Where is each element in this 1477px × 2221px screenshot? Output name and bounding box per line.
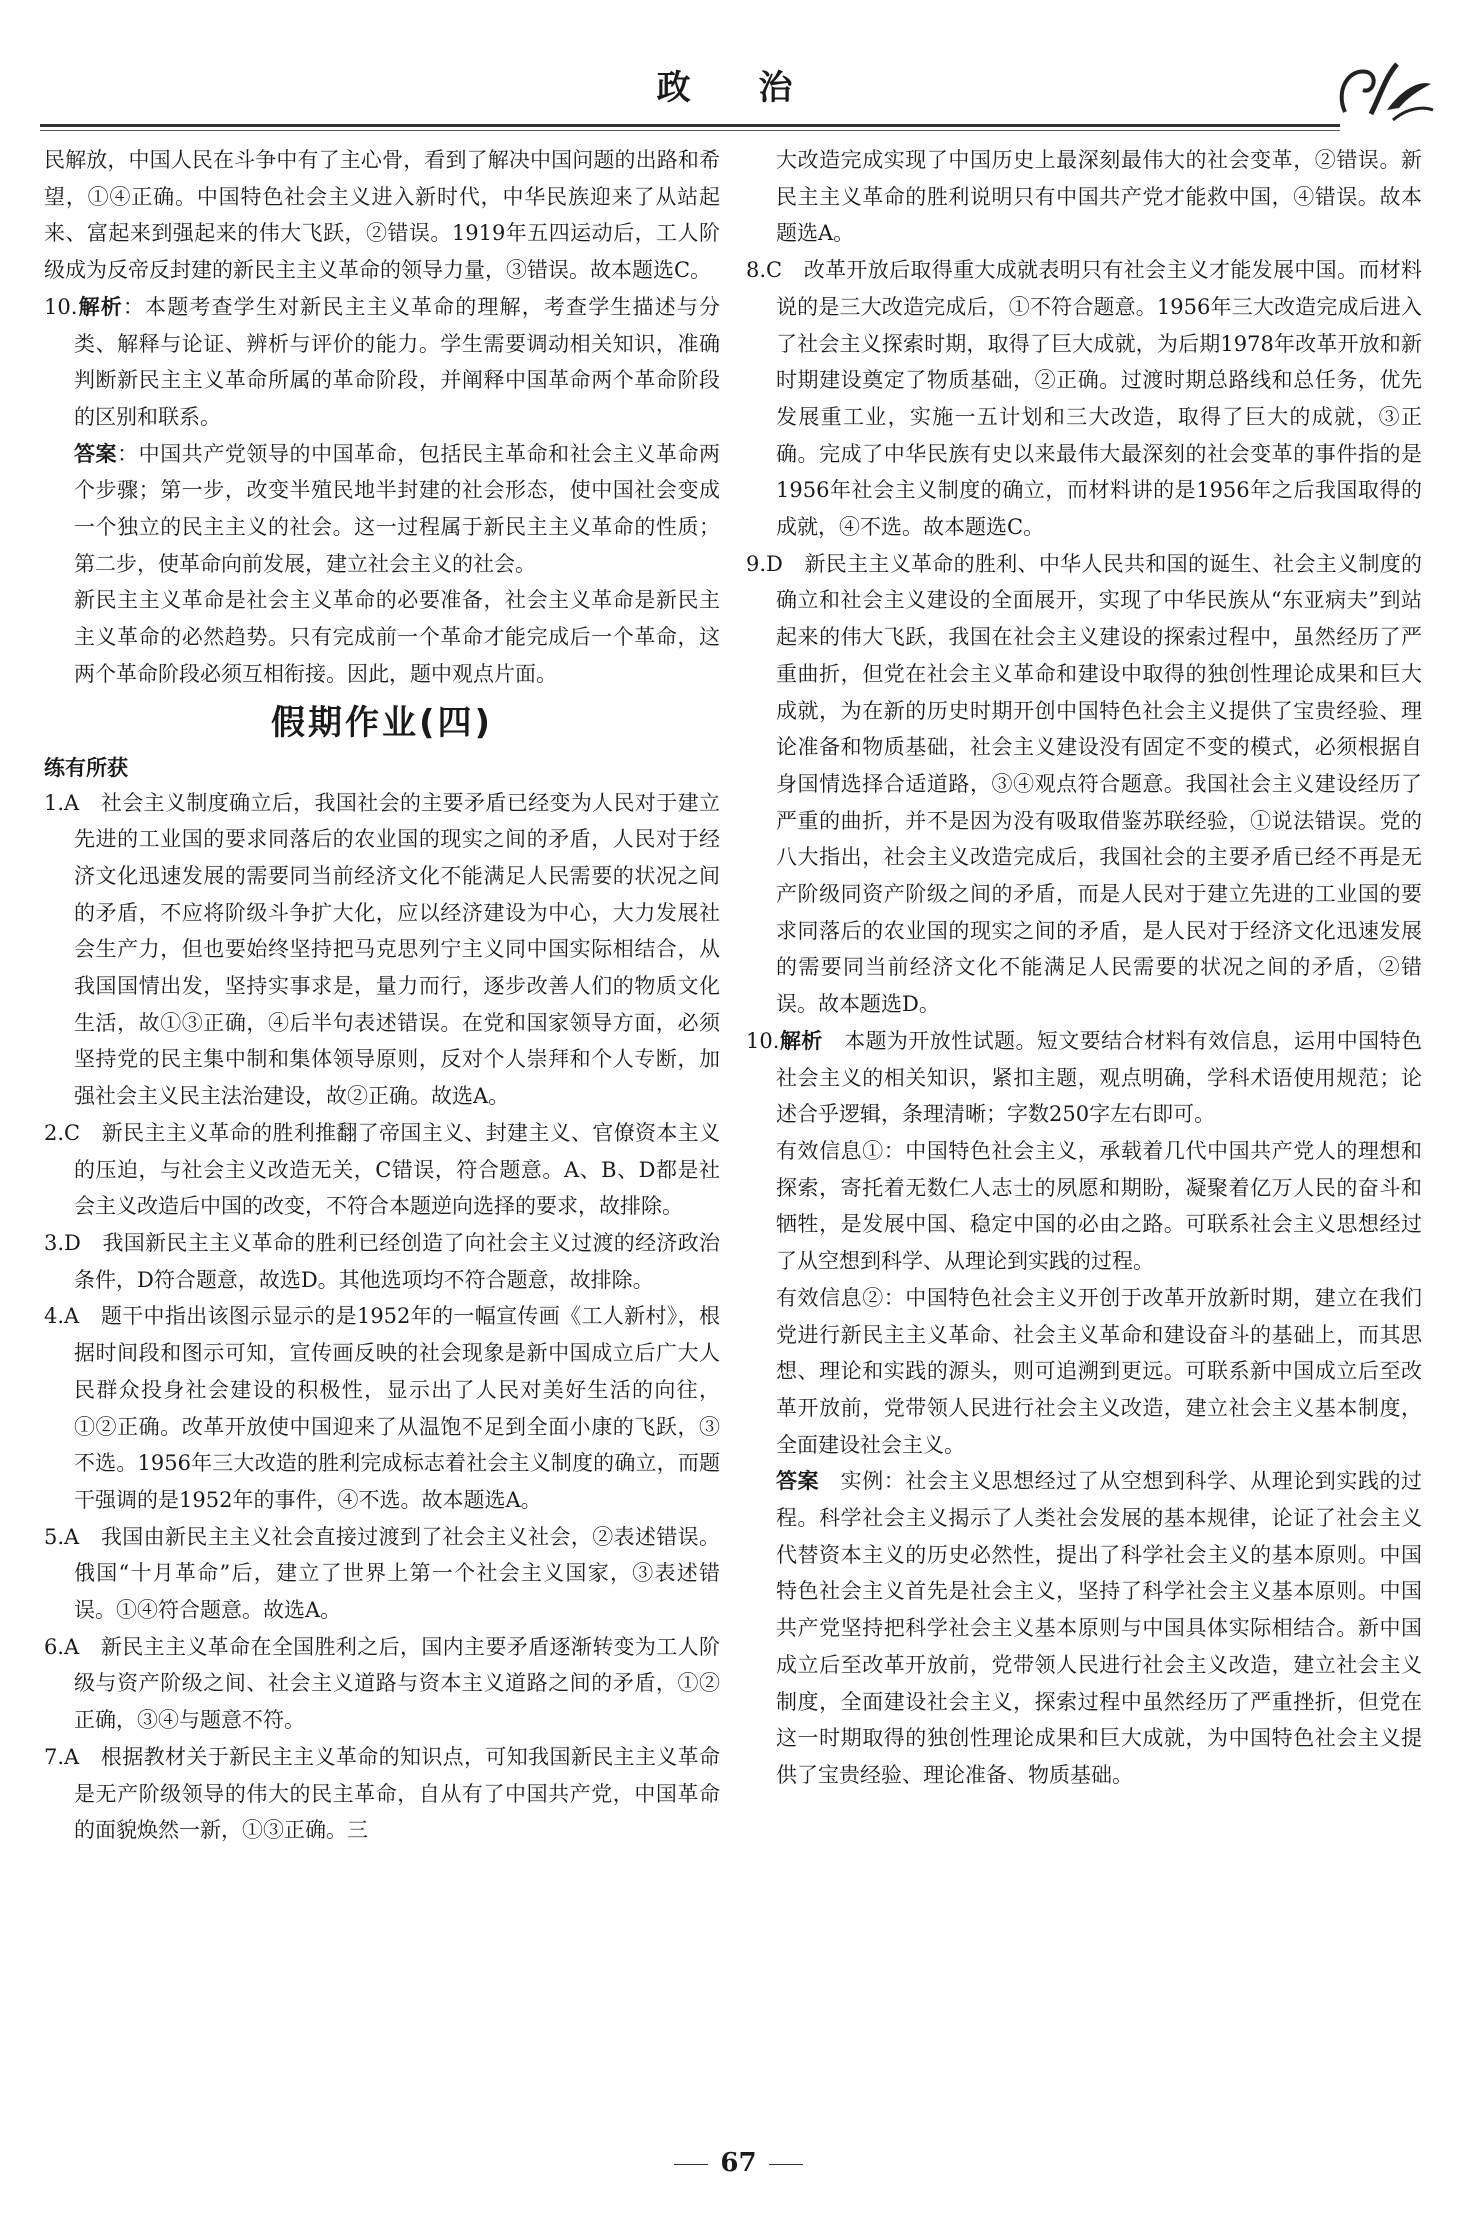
analysis-label: 解析 — [77, 293, 123, 319]
dash-right — [769, 2164, 803, 2165]
section-title: 假期作业(四) — [270, 702, 494, 743]
effective-info-1: 有效信息①：中国特色社会主义，承载着几代中国共产党人的理想和探索，寄托着无数仁人志士的夙愿和期盼，凝聚着亿万人民的奋斗和牺牲，是发展中国、稳定中国的必由之路。可联系社会主义思想经过了从空想到科学、从理论到实践的过程。 — [776, 1138, 1422, 1274]
answer-label: 答案 — [776, 1468, 820, 1494]
swirl-ornament-icon — [1327, 50, 1437, 130]
answer-6: 6.A 新民主主义革命在全国胜利之后，国内主要矛盾逐渐转变为工人阶级与资产阶级之间、社会主义道路与资本主义道路之间的矛盾，①②正确，③④与题意不符。 — [44, 1634, 720, 1733]
answer-label: 答案 — [74, 440, 118, 466]
answer-10-essay-answer — [746, 1463, 1422, 1793]
answer-5: 5.A 我国由新民主主义社会直接过渡到了社会主义社会，②表述错误。俄国“十月革命”后，建立了世界上第一个社会主义国家，③表述错误。①④符合题意。故选A。 — [44, 1524, 720, 1623]
answer-2: 2.C 新民主主义革命的胜利推翻了帝国主义、封建主义、官僚资本主义的压迫，与社会主义改造无关，C错误，符合题意。A、B、D都是社会主义改造后中国的改变，不符合本题逆向选择的要求，故排除。 — [44, 1120, 720, 1219]
analysis-text: 本题为开放性试题。短文要结合材料有效信息，运用中国特色社会主义的相关知识，紧扣主题，观点明确，学科术语使用规范；论述合乎逻辑，条理清晰；字数250字左右即可。 — [776, 1028, 1423, 1127]
analysis-text: ：本题考查学生对新民主主义革命的理解，考查学生描述与分类、解释与论证、辨析与评价的能力。学生需要调动相关知识，准确判断新民主主义革命所属的革命阶段，并阐释中国革命两个革命阶段的区别和联系。 — [74, 294, 721, 429]
answer-10-essay — [746, 1023, 1422, 1133]
answer-text: ：中国共产党领导的中国革命，包括民主革命和社会主义革命两个步骤；第一步，改变半殖民地半封建的社会形态，使中国社会变成一个独立的民主主义的社会。这一过程属于新民主主义革命的性质；第二步，使革命向前发展，建立社会主义的社会。 — [74, 441, 721, 576]
page-number — [0, 2148, 1477, 2178]
dash-left — [674, 2164, 708, 2165]
header-rule-thin — [40, 130, 1340, 131]
answer-9: 9.D 新民主主义革命的胜利、中华人民共和国的诞生、社会主义制度的确立和社会主义建设的全面展开，实现了中华民族从“东亚病夫”到站起来的伟大飞跃，我国在社会主义建设的探索过程中，虽然经历了严重曲折，但党在社会主义革命和建设中取得的独创性理论成果和巨大成就，为在新的历史时期开创中国特色社会主义提供了宝贵经验、理论准备和物质基础，社会主义建设没有固定不变的模式，必须根据自身国情选择合适道路，③④观点符合题意。我国社会主义建设经历了严重的曲折，并不是因为没有吸取借鉴苏联经验，①说法错误。党的八大指出，社会主义改造完成后，我国社会的主要矛盾已经不再是无产阶级同资产阶级之间的矛盾，而是人民对于建立先进的工业国的要求同落后的农业国的现实之间的矛盾，是人民对于经济文化迅速发展的需要同当前经济文化不能满足人民需要的状况之间的矛盾，②错误。故本题选D。 — [746, 551, 1422, 1017]
answer-9-continued: 民解放，中国人民在斗争中有了主心骨，看到了解决中国问题的出路和希望，①④正确。中国特色社会主义进入新时代，中华民族迎来了从站起来、富起来到强起来的伟大飞跃，②错误。1919年五四运动后，工人阶级成为反帝反封建的新民主主义革命的领导力量，③错误。故本题选C。 — [44, 148, 720, 283]
page-header — [40, 40, 1437, 130]
analysis-label: 解析 — [779, 1027, 823, 1053]
question-number: 10. — [44, 294, 78, 319]
answer-text: 实例：社会主义思想经过了从空想到科学、从理论到实践的过程。科学社会主义揭示了人类社会发展的基本规律，论证了社会主义代替资本主义的历史必然性，提出了科学社会主义的基本原则。中国特色社会主义首先是社会主义，坚持了科学社会主义基本原则。中国共产党坚持把科学社会主义基本原则与中国具体实际相结合。新中国成立后至改革开放前，党带领人民进行社会主义改造，建立社会主义制度，全面建设社会主义，探索过程中虽然经历了严重挫折，但党在这一时期取得的独创性理论成果和巨大成就，为中国特色社会主义提供了宝贵经验、理论准备、物质基础。 — [776, 1469, 1423, 1787]
effective-info-2: 有效信息②：中国特色社会主义开创于改革开放新时期，建立在我们党进行新民主主义革命、社会主义革命和建设奋斗的基础上，而其思想、理论和实践的源头，则可追溯到更远。可联系新中国成立后至改革开放前，党带领人民进行社会主义改造，建立社会主义基本制度，全面建设社会主义。 — [776, 1285, 1422, 1457]
page-number-text: 67 — [720, 2148, 757, 2178]
question-number: 10. — [746, 1028, 780, 1053]
answer-7-continued: 大改造完成实现了中国历史上最深刻最伟大的社会变革，②错误。新民主主义革命的胜利说明只有中国共产党才能救中国，④错误。故本题选A。 — [776, 148, 1422, 246]
right-column — [746, 142, 1422, 1794]
answer-10-answer-cont: 新民主主义革命是社会主义革命的必要准备，社会主义革命是新民主主义革命的必然趋势。只有完成前一个革命才能完成后一个革命，这两个革命阶段必须互相衔接。因此，题中观点片面。 — [74, 588, 720, 686]
answer-3: 3.D 我国新民主主义革命的胜利已经创造了向社会主义过渡的经济政治条件，D符合题意，故选D。其他选项均不符合题意，故排除。 — [44, 1230, 720, 1292]
answer-10-answer — [44, 436, 720, 583]
answer-4: 4.A 题干中指出该图示显示的是1952年的一幅宣传画《工人新村》，根据时间段和图示可知，宣传画反映的社会现象是新中国成立后广大人民群众投身社会建设的积极性，显示出了人民对美好生活的向往，①②正确。改革开放使中国迎来了从温饱不足到全面小康的飞跃，③不选。1956年三大改造的胜利完成标志着社会主义制度的确立，而题干强调的是1952年的事件，④不选。故本题选A。 — [44, 1304, 720, 1512]
header-title: 政 治 — [656, 68, 821, 108]
answer-10 — [44, 289, 720, 436]
answer-7: 7.A 根据教材关于新民主主义革命的知识点，可知我国新民主主义革命是无产阶级领导的伟大的民主革命，自从有了中国共产党，中国革命的面貌焕然一新，①③正确。三 — [44, 1744, 720, 1843]
subsection-title: 练有所获 — [44, 755, 128, 780]
left-column — [44, 142, 720, 1849]
answer-1: 1.A 社会主义制度确立后，我国社会的主要矛盾已经变为人民对于建立先进的工业国的要求同落后的农业国的现实之间的矛盾，人民对于经济文化迅速发展的需要同当前经济文化不能满足人民需要的状况之间的矛盾，不应将阶级斗争扩大化，应以经济建设为中心，大力发展社会生产力，但也要始终坚持把马克思列宁主义同中国实际相结合，从我国国情出发，坚持实事求是，量力而行，逐步改善人们的物质文化生活，故①③正确，④后半句表述错误。在党和国家领导方面，必须坚持党的民主集中制和集体领导原则，反对个人崇拜和个人专断，加强社会主义民主法治建设，故②正确。故选A。 — [44, 790, 720, 1109]
header-rule — [40, 124, 1340, 127]
answer-8: 8.C 改革开放后取得重大成就表明只有社会主义才能发展中国。而材料说的是三大改造完成后，①不符合题意。1956年三大改造完成后进入了社会主义探索时期，取得了巨大成就，为后期1978年改革开放和新时期建设奠定了物质基础，②正确。过渡时期总路线和总任务，优先发展重工业，实施一五计划和三大改造，取得了巨大的成就，③正确。完成了中华民族有史以来最伟大最深刻的社会变革的事件指的是1956年社会主义制度的确立，而材料讲的是1956年之后我国取得的成就，④不选。故本题选C。 — [746, 258, 1422, 540]
